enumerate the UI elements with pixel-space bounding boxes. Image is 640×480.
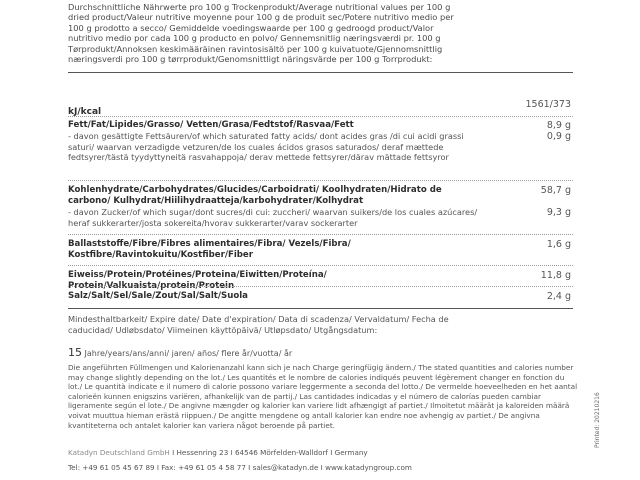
footer-contact: Tel: +49 61 05 45 67 89 I Fax: +49 61 05 4 58 77 I sales@katadyn.de I www.katadyngroup.com [68, 463, 412, 472]
fat-row [68, 120, 573, 178]
company-name: Katadyn Deutschland GmbH [68, 448, 170, 457]
fat-value: 8,9 g [546, 120, 571, 131]
top-divider [68, 72, 573, 73]
fat-saturated-label: - davon gesättigte Fettsäuren/of which saturated fatty acids/ dont acides gras /di cui acidi grassi saturi/ waarvan verzadigde vetzuren/de los cuales ácidos grasos saturados/ deraf mættede fedtsyrer/tästä tyydyttyneitä rasvahappoja/ derav mettede fettsyrer/därav mättade fettsyror [68, 131, 464, 163]
protein-label: Eiweiss/Protein/Protéines/Proteina/Eiwitten/Proteína/ Protein/Valkuaista/protein/Protein [68, 270, 327, 291]
energy-row [68, 99, 573, 117]
carbohydrates-value: 58,7 g [540, 185, 571, 196]
salt-value: 2,4 g [546, 291, 571, 302]
divider [68, 116, 573, 117]
best-before-label: Mindesthaltbarkeit/ Expire date/ Date d'expiration/ Data di scadenza/ Vervaldatum/ Fecha de caducidad/ Udløbsdato/ Viimeinen käyttöpäivä/ Utløpsdato/ Utgångsdatum: [68, 314, 449, 335]
fibre-row [68, 239, 573, 263]
fat-label: Fett/Fat/Lipides/Grasso/ Vetten/Grasa/Fedtstof/Rasvaa/Fett [68, 120, 354, 130]
printed-date: Printed: 20210216 [594, 392, 601, 448]
protein-value: 11,8 g [540, 270, 571, 281]
salt-label: Salz/Salt/Sel/Sale/Zout/Sal/Salt/Suola [68, 291, 248, 301]
carbohydrates-label: Kohlenhydrate/Carbohydrates/Glucides/Carboidrati/ Koolhydraten/Hidrato de carbono/ Kulhydrat/Hiilihydraatteja/karbohydrater/Kolhydrat [68, 185, 442, 206]
divider [68, 265, 573, 266]
divider [68, 180, 573, 181]
protein-row [68, 270, 573, 291]
fibre-label: Ballaststoffe/Fibre/Fibres alimentaires/Fibra/ Vezels/Fibra/ Kostfibre/Ravintokuitu/Kostfiber/Fiber [68, 239, 351, 260]
fibre-value: 1,6 g [546, 239, 571, 250]
intro-text: Durchschnittliche Nährwerte pro 100 g Trockenprodukt/Average nutritional values per 100 g dried product/Valeur nutritive moyenne pour 100 g de produit sec/Potere nutritivo medio per 100 g prodotto a secco/ Gemiddelde voedingswaarde per 100 g gedroogd product/Valor nutritivo medio por cada 100 g producto en polvo/ Gennemsnitlig næringsværdi pr. 100 g Tørprodukt/Annoksen keskimääräinen ravintosisältö per 100 g kuivatuote/Gjennomsnittlig næringsverdi pro 100 g tørrprodukt/Genomsnittligt näringsvärde per 100 g Torrprodukt: [68, 2, 454, 65]
company-address: I Hessenring 23 I 64546 Mörfelden-Walldorf I Germany [172, 448, 368, 457]
sugar-value: 9,3 g [546, 207, 571, 218]
energy-label: kJ/kcal [68, 107, 102, 117]
fat-saturated-value: 0,9 g [546, 131, 571, 142]
sugar-label: - davon Zucker/of which sugar/dont sucres/di cui: zuccheri/ waarvan suikers/de los cuales azúcares/ heraf sukkerarter/josta sokereita/hvorav sukkerarter/varav sockerarter [68, 207, 478, 228]
energy-value: 1561/373 [525, 99, 571, 110]
disclaimer-text: Die angeführten Füllmengen und Kalorienanzahl kann sich je nach Charge geringfügig ändern./ The stated quantities and calories number may change slightly depending on the lot./ Les quantités et le nombre de calories indiqués peuvent légèrement changer en fonction du lot./ Le quantità indicate e il numero di calorie possono variare leggermente a seconda del lotto./ De vermelde hoeveelheden en het aantal calorieën kunnen enigszins variëren, afhankelijk van de partij./ Las cantidades indicadas y el número de calorías pueden cambiar ligeramente según el lote./ De angivne mængder og kalorier kan variere lidt afhængigt af partiet./ Ilmoitetut määrät ja kaloreiden määrä voivat muuttua hieman erästä riippuen./ De angitte mengdene og antall kalorier kan endre noe avhengig av partiet./ De angivna kvantiteterna och antalet kalorier kan variera något beroende på partiet. [68, 363, 578, 430]
divider [68, 234, 573, 235]
shelf-life-number: 15 [68, 346, 82, 359]
shelf-life [68, 346, 292, 359]
divider [68, 286, 573, 287]
salt-row [68, 291, 573, 303]
section-divider [68, 308, 573, 309]
carbohydrates-row [68, 185, 573, 230]
shelf-life-text: Jahre/years/ans/anni/ jaren/ años/ flere år/vuotta/ år [84, 349, 293, 358]
footer-address [68, 448, 368, 457]
